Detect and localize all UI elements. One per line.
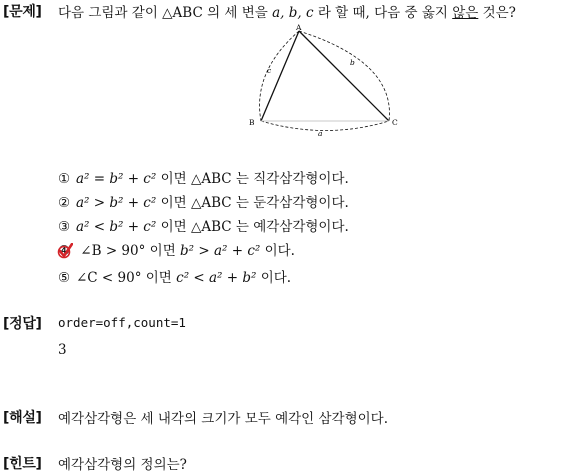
question-tag: [문제]	[3, 4, 42, 20]
explanation-text: 예각삼각형은 세 내각의 크기가 모두 예각인 삼각형이다.	[58, 411, 388, 427]
choice-expression-2: c² < a² + b²	[176, 270, 257, 286]
question-text-before: 다음 그림과 같이 △ABC 의 세 변을	[58, 5, 273, 21]
vertex-a-label: A	[296, 23, 302, 32]
vertex-b-label: B	[249, 118, 255, 127]
choice-3[interactable]	[58, 217, 349, 237]
choice-4[interactable]	[58, 241, 295, 261]
choice-condition-end: 이다.	[260, 243, 295, 259]
choice-number: ④	[58, 243, 71, 259]
choice-5[interactable]	[58, 268, 291, 288]
side-ac	[299, 31, 389, 121]
answer-value: 3	[58, 342, 67, 358]
choice-condition: 이면 △ABC 는 예각삼각형이다.	[156, 219, 349, 235]
question-text	[58, 1, 516, 21]
choice-condition: 이면	[145, 243, 181, 259]
choice-number: ③	[58, 219, 71, 235]
choice-expression: ∠B > 90°	[80, 243, 146, 259]
choice-2[interactable]	[58, 193, 349, 213]
choice-number: ②	[58, 195, 71, 211]
question-underlined-word: 않은	[452, 5, 479, 21]
choice-expression: a² < b² + c²	[76, 219, 157, 235]
choice-condition: 이면 △ABC 는 직각삼각형이다.	[156, 171, 349, 187]
check-mark-icon	[57, 243, 73, 259]
answer-code: order=off,count=1	[58, 315, 186, 330]
choice-1[interactable]	[58, 169, 349, 189]
side-a-label: a	[318, 129, 323, 138]
answer-tag: [정답]	[3, 316, 42, 332]
choice-condition-end: 이다.	[256, 270, 292, 286]
question-text-after: 것은?	[478, 5, 516, 21]
hint-text: 예각삼각형의 정의는?	[58, 457, 187, 473]
triangle-figure	[246, 22, 406, 140]
choice-expression: a² > b² + c²	[76, 195, 157, 211]
question-text-middle: 라 할 때, 다음 중 옳지	[313, 5, 453, 21]
choice-number: ⑤	[58, 270, 71, 286]
hint-tag: [힌트]	[3, 456, 42, 472]
choice-expression: a² = b² + c²	[76, 171, 157, 187]
side-c-label: c	[267, 66, 272, 75]
question-variables: a, b, c	[272, 5, 314, 21]
arc-side-a	[261, 121, 389, 131]
choice-number: ①	[58, 171, 71, 187]
vertex-c-label: C	[392, 118, 398, 127]
explanation-tag: [해설]	[3, 410, 42, 426]
side-b-label: b	[350, 58, 355, 67]
choice-expression-2: b² > a² + c²	[180, 243, 261, 259]
choice-condition: 이면	[141, 270, 177, 286]
choice-condition: 이면 △ABC 는 둔각삼각형이다.	[156, 195, 349, 211]
side-ab	[261, 31, 299, 121]
choice-expression: ∠C < 90°	[76, 270, 142, 286]
